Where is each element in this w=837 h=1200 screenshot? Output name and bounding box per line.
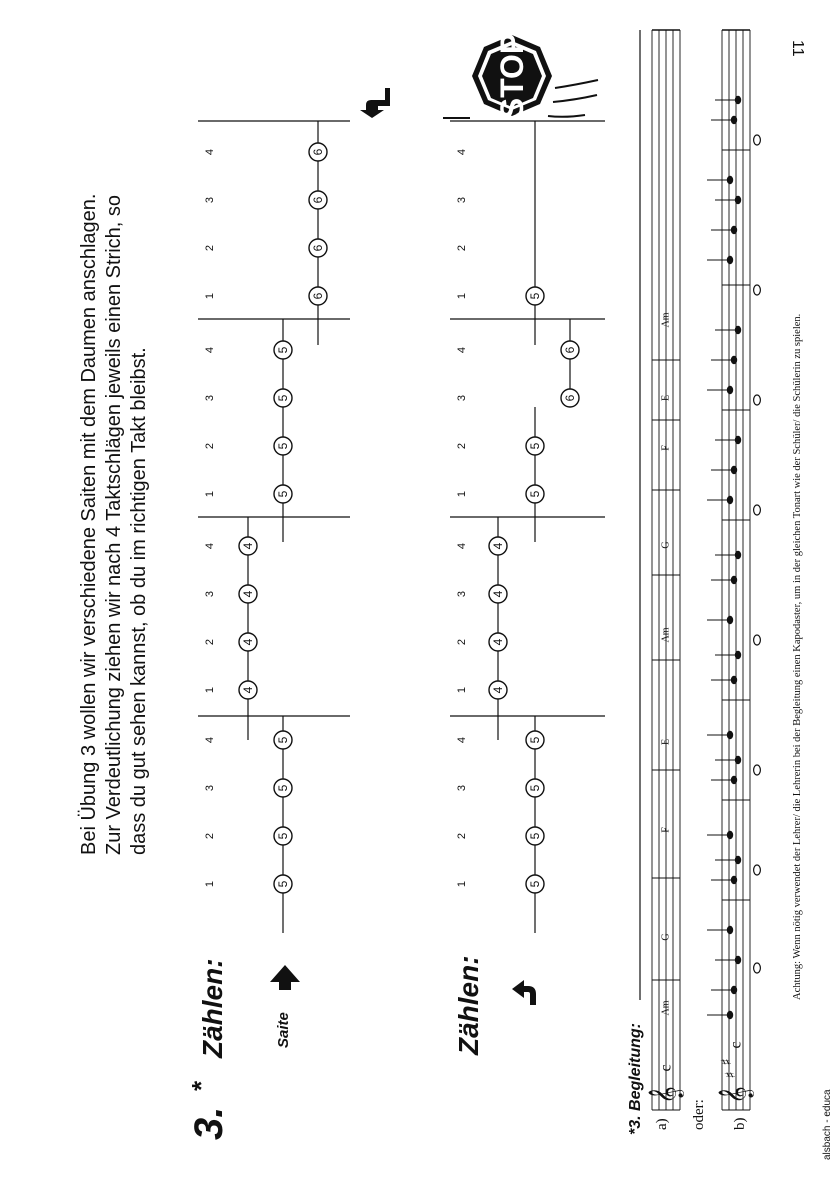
row2-beat-3: 3 [456, 784, 468, 792]
row1-note-label: 6 [311, 196, 325, 204]
staff-a-chord-7: F [660, 445, 672, 451]
accompaniment-title: *3. Begleitung: [627, 1022, 644, 1135]
row2-beat-4: 4 [456, 736, 468, 744]
row1-note [239, 633, 257, 651]
row1-note-label: 6 [311, 244, 325, 252]
staff-b-sharp-icon: ♯ [719, 1058, 735, 1066]
row1-note-label: 4 [241, 686, 255, 694]
staff-b-bass-note [754, 963, 761, 973]
row1-note-label: 6 [311, 148, 325, 156]
staff-b-time-signature: c [727, 1041, 745, 1049]
row1-beat-10: 2 [204, 442, 216, 450]
row2-note [526, 875, 544, 893]
row1-beat-3: 3 [204, 784, 216, 792]
row1-beat-4: 4 [204, 736, 216, 744]
row2-beat-5: 1 [456, 686, 468, 694]
staff-b-note [735, 196, 741, 204]
row2-note-label: 5 [528, 292, 542, 300]
row1-note [239, 681, 257, 699]
staff-b-bass-note [754, 635, 761, 645]
row1-note [274, 875, 292, 893]
row2-note-label: 6 [563, 394, 577, 402]
row2-note [526, 779, 544, 797]
staff-b-note [735, 651, 741, 659]
staff-a-chord-6: G [660, 541, 672, 549]
row2-beat-9: 1 [456, 490, 468, 498]
row1-note-label: 6 [311, 292, 325, 300]
row2-note-label: 4 [491, 590, 505, 598]
row2-note-label: 6 [563, 346, 577, 354]
row2-note-label: 4 [491, 638, 505, 646]
footnote: Achtung: Wenn nötig verwendet der Lehrer/ die Lehrerin bei der Begleitung einen Kapodaster, um in der gleichen Tonart wie der Schüler/ die Schülerin zu spielen. [792, 313, 803, 1000]
staff-b-note [727, 731, 733, 739]
exercise-number: 3. [187, 1106, 231, 1140]
staff-a-chord-2: G [660, 933, 672, 941]
row2-note-label: 4 [491, 542, 505, 550]
staff-a-chord-8: E [660, 394, 672, 402]
staff-b-note [731, 876, 737, 884]
staff-a-chord-9: Am [660, 312, 672, 328]
row1-beat-2: 2 [204, 832, 216, 840]
row1-note [274, 731, 292, 749]
staff-b-note [731, 776, 737, 784]
row1-note-label: 4 [241, 590, 255, 598]
row2-note-label: 5 [528, 784, 542, 792]
row1-note-label: 5 [276, 880, 290, 888]
row2-count-label: Zählen: [453, 955, 484, 1055]
row2-beat-13: 1 [456, 292, 468, 300]
staff-a-chord-3: F [660, 827, 672, 833]
staff-b-note [727, 256, 733, 264]
staff-b-note [727, 926, 733, 934]
exercise-star: * [186, 1081, 216, 1092]
row1-note [309, 143, 327, 161]
staff-b-note [731, 466, 737, 474]
intro-line-1: Bei Übung 3 wollen wir verschiedene Saiten mit dem Daumen anschlagen. [78, 193, 100, 855]
row1-note [274, 485, 292, 503]
stop-sign-label: STOP [494, 32, 530, 120]
staff-b-note [727, 176, 733, 184]
row2-beat-2: 2 [456, 832, 468, 840]
staff-b-bass-note [754, 395, 761, 405]
row1-note [274, 437, 292, 455]
staff-a-chord-4: E [660, 738, 672, 746]
row2-note-label: 5 [528, 442, 542, 450]
staff-b-note [731, 226, 737, 234]
row2-note [489, 537, 507, 555]
publisher: alsbach - educa [822, 1089, 833, 1160]
row2-beat-1: 1 [456, 880, 468, 888]
staff-b-note [735, 326, 741, 334]
staff-b-bass-note [754, 285, 761, 295]
row2-beat-12: 4 [456, 346, 468, 354]
staff-b-note [735, 436, 741, 444]
row1-note-label: 4 [241, 638, 255, 646]
row1-beat-16: 4 [204, 148, 216, 156]
row2-note [526, 731, 544, 749]
row1-beat-8: 4 [204, 542, 216, 550]
page-number: 11 [789, 40, 806, 57]
row1-tab [198, 121, 350, 933]
staff-b-note [735, 551, 741, 559]
intro-line-2: Zur Verdeutlichung ziehen wir nach 4 Taktschlägen jeweils einen Strich, so [103, 195, 125, 855]
row1-note [274, 341, 292, 359]
row1-beat-9: 1 [204, 490, 216, 498]
row1-beat-1: 1 [204, 880, 216, 888]
row1-note-label: 5 [276, 346, 290, 354]
row1-beat-7: 3 [204, 590, 216, 598]
staff-a-treble-clef-icon: 𝄞 [648, 1086, 684, 1104]
staff-b-bass-note [754, 135, 761, 145]
row2-note-label: 5 [528, 736, 542, 744]
row2-beat-6: 2 [456, 638, 468, 646]
row1-beat-13: 1 [204, 292, 216, 300]
row1-note [309, 239, 327, 257]
staff-b-note [727, 496, 733, 504]
row2-note [489, 585, 507, 603]
row1-note [239, 537, 257, 555]
accompaniment-section [627, 30, 760, 1135]
staff-b-bass-note [754, 505, 761, 515]
row1-note-label: 5 [276, 736, 290, 744]
staff-b-treble-clef-icon: 𝄞 [718, 1086, 754, 1104]
line-a-label: a) [654, 1118, 670, 1130]
row1-note-label: 4 [241, 542, 255, 550]
staff-b-note [731, 356, 737, 364]
row2-note [526, 827, 544, 845]
staff-b-note [727, 616, 733, 624]
staff-b-note [735, 756, 741, 764]
row2-note-label: 5 [528, 832, 542, 840]
row2-beat-8: 4 [456, 542, 468, 550]
staff-b-bass-note [754, 765, 761, 775]
staff-a-chord-1: Am [660, 1000, 672, 1016]
staff-b-note [727, 831, 733, 839]
staff-b-note [731, 116, 737, 124]
row2-beat-14: 2 [456, 244, 468, 252]
row2-note [526, 485, 544, 503]
saite-label: Saite [275, 1012, 292, 1048]
row2-note [489, 681, 507, 699]
intro-line-3: dass du gut sehen kannst, ob du im richtigen Takt bleibst. [128, 347, 150, 855]
staff-b-note [731, 676, 737, 684]
row2-note [561, 389, 579, 407]
staff-b [707, 30, 760, 1110]
staff-a-chord-5: Am [660, 627, 672, 643]
row1-beat-6: 2 [204, 638, 216, 646]
staff-b-note [727, 386, 733, 394]
row2-note-label: 4 [491, 686, 505, 694]
line-b-label: b) [732, 1117, 748, 1130]
row1-beat-5: 1 [204, 686, 216, 694]
row1-beat-12: 4 [204, 346, 216, 354]
row1-note [239, 585, 257, 603]
row2-beat-10: 2 [456, 442, 468, 450]
row1-note-label: 5 [276, 490, 290, 498]
row2-tab [450, 121, 605, 933]
row1-note-label: 5 [276, 394, 290, 402]
row1-note [274, 827, 292, 845]
staff-b-note [735, 856, 741, 864]
row1-note [274, 389, 292, 407]
arrow-down-icon [360, 88, 390, 118]
or-label: oder: [691, 1099, 707, 1130]
staff-b-bass-note [754, 865, 761, 875]
arrow-up-icon [270, 965, 300, 990]
staff-b-note [731, 986, 737, 994]
row2-beat-7: 3 [456, 590, 468, 598]
row1-note [309, 287, 327, 305]
row2-note [526, 437, 544, 455]
row1-note-label: 5 [276, 442, 290, 450]
arrow-return-icon [512, 980, 536, 1005]
row1-beat-11: 3 [204, 394, 216, 402]
staff-a-time-signature: c [657, 1064, 675, 1072]
staff-b-note [735, 956, 741, 964]
staff-b-sharp-icon: ♯ [723, 1071, 739, 1079]
staff-a [649, 30, 685, 1110]
row2-beat-11: 3 [456, 394, 468, 402]
row2-beat-15: 3 [456, 196, 468, 204]
staff-b-note [731, 576, 737, 584]
row2-note [489, 633, 507, 651]
row1-beat-15: 3 [204, 196, 216, 204]
row1-note-label: 5 [276, 832, 290, 840]
row1-count-label: Zählen: [197, 958, 228, 1058]
staff-b-note [727, 1011, 733, 1019]
row1-note [274, 779, 292, 797]
stop-sign-icon [443, 33, 598, 120]
row2-note [526, 287, 544, 305]
staff-b-note [735, 96, 741, 104]
row1-note-label: 5 [276, 784, 290, 792]
row2-beat-16: 4 [456, 148, 468, 156]
row2-note [561, 341, 579, 359]
row1-note [309, 191, 327, 209]
row1-beat-14: 2 [204, 244, 216, 252]
row2-note-label: 5 [528, 880, 542, 888]
row2-note-label: 5 [528, 490, 542, 498]
